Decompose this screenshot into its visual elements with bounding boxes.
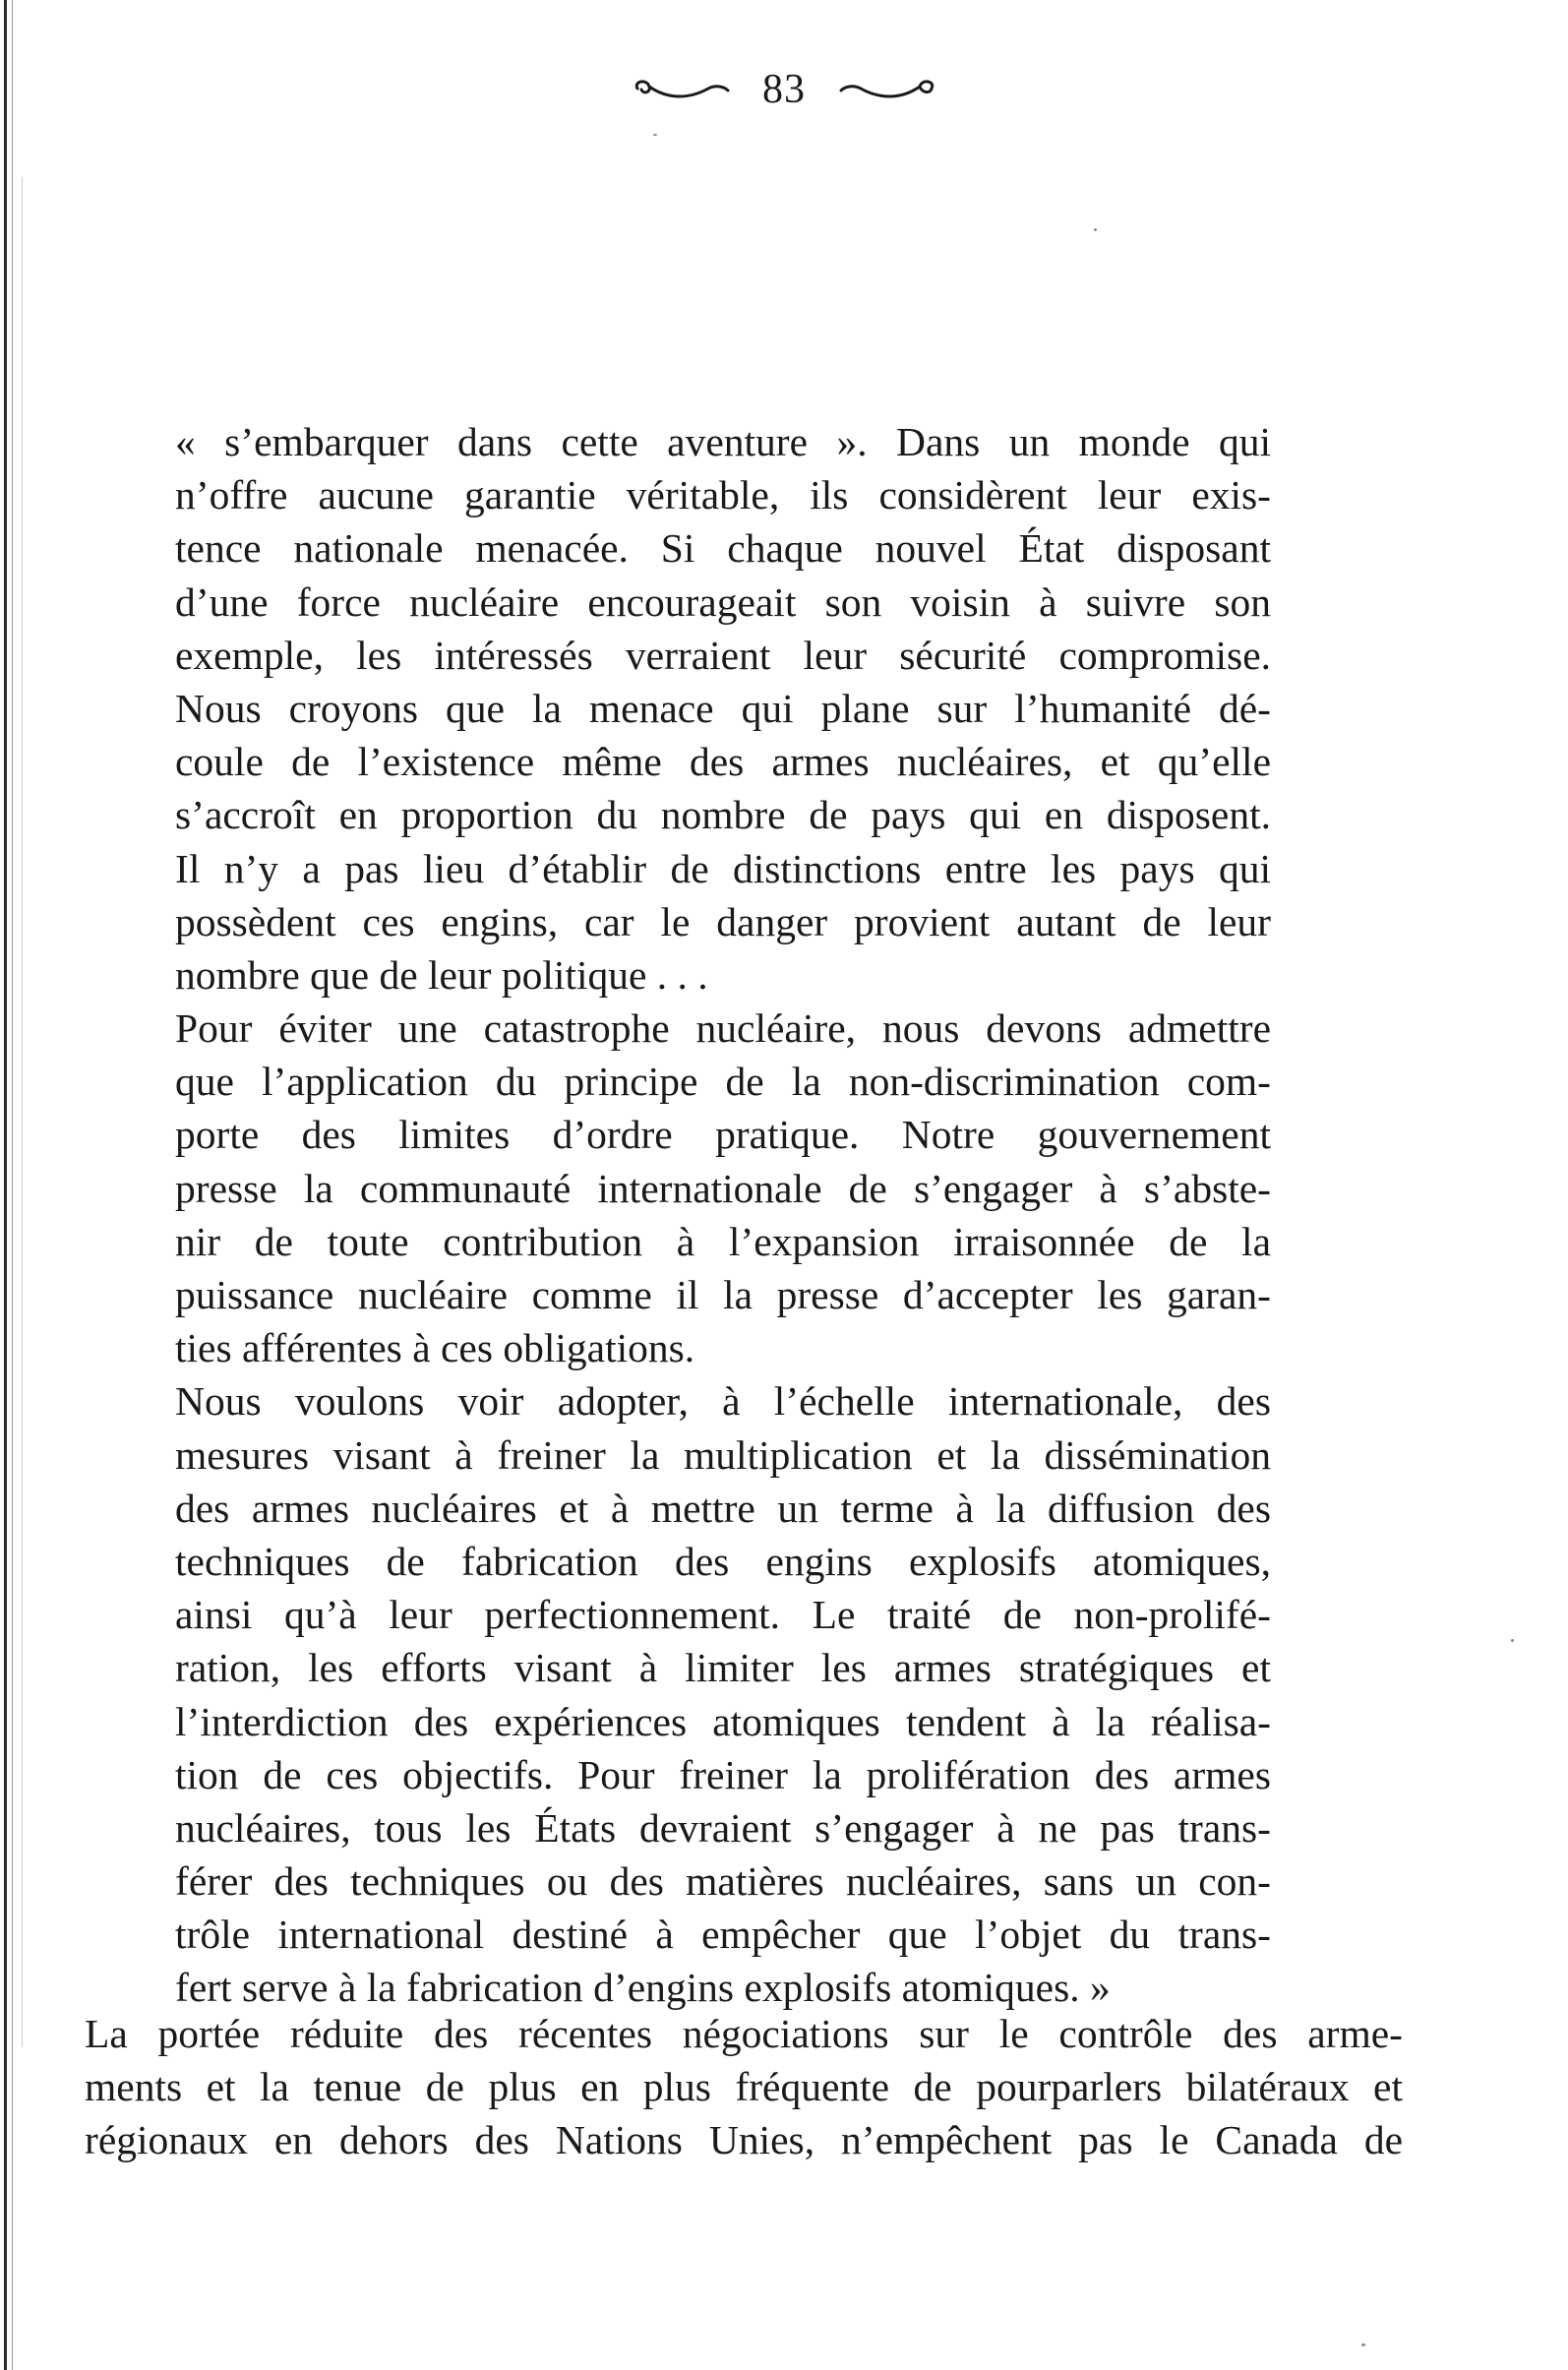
quote-line: que l’application du principe de la non-discrimination com- [175, 1059, 1271, 1105]
quote-line: d’une force nucléaire encourageait son voisin à suivre son [175, 578, 1271, 625]
scan-speck [1094, 228, 1097, 231]
quote-line: l’interdiction des expériences atomiques tendent à la réalisa- [175, 1698, 1271, 1744]
binding-edge [4, 0, 7, 2370]
quote-line: « s’embarquer dans cette aventure ». Dans un monde qui [175, 419, 1271, 464]
quote-line: puissance nucléaire comme il la presse d’accepter les garan- [175, 1272, 1271, 1317]
quote-line: fert serve à la fabrication d’engins explosifs atomiques. » [175, 1965, 1111, 2011]
quote-line: Il n’y a pas lieu d’établir de distinctions entre les pays qui [175, 845, 1271, 891]
quote-line: trôle international destiné à empêcher que l’objet du trans- [175, 1912, 1271, 1958]
quote-line: presse la communauté internationale de s’engager à s’abste- [175, 1165, 1271, 1211]
right-ornament-icon [831, 75, 939, 104]
binding-shadow [22, 177, 23, 2046]
page-header [0, 61, 1568, 115]
body-line: régionaux en dehors des Nations Unies, n’empêchent pas le Canada de [85, 2117, 1403, 2163]
quote-line: n’offre aucune garantie véritable, ils considèrent leur exis- [175, 472, 1271, 518]
body-line: La portée réduite des récentes négociations sur le contrôle des arme- [85, 2011, 1403, 2056]
page-number: 83 [762, 67, 806, 113]
quote-line: des armes nucléaires et à mettre un terme à la diffusion des [175, 1485, 1271, 1531]
quote-line: nucléaires, tous les États devraient s’engager à ne pas trans- [175, 1804, 1271, 1851]
quote-line: tion de ces objectifs. Pour freiner la prolifération des armes [175, 1751, 1271, 1797]
quote-line: possèdent ces engins, car le danger provient autant de leur [175, 898, 1271, 944]
quote-line: ainsi qu’à leur perfectionnement. Le traité de non-prolifé- [175, 1592, 1271, 1638]
quote-line: ties afférentes à ces obligations. [175, 1325, 695, 1371]
body-paragraph [85, 2007, 1403, 2167]
quote-line: s’accroît en proportion du nombre de pays qui en disposent. [175, 792, 1271, 838]
quote-line: férer des techniques ou des matières nucléaires, sans un con- [175, 1858, 1271, 1905]
quote-line: porte des limites d’ordre pratique. Notre gouvernement [175, 1112, 1271, 1158]
quote-line: ration, les efforts visant à limiter les armes stratégiques et [175, 1645, 1271, 1691]
binding-edge-inner [12, 0, 13, 2370]
quoted-passage [175, 415, 1271, 2015]
quote-line: mesures visant à freiner la multiplication et la dissémination [175, 1431, 1271, 1478]
quote-line: techniques de fabrication des engins explosifs atomiques, [175, 1538, 1271, 1584]
scan-speck [1361, 2343, 1365, 2346]
quote-line: exemple, les intéressés verraient leur sécurité compromise. [175, 632, 1271, 678]
scan-speck [1511, 1639, 1514, 1642]
quote-line: nir de toute contribution à l’expansion irraisonnée de la [175, 1218, 1271, 1264]
quote-line: tence nationale menacée. Si chaque nouvel État disposant [175, 525, 1271, 572]
left-ornament-icon [630, 75, 738, 104]
quote-line: Nous croyons que la menace qui plane sur l’humanité dé- [175, 685, 1271, 731]
body-line: ments et la tenue de plus en plus fréquente de pourparlers bilatéraux et [85, 2064, 1403, 2110]
quote-line: coule de l’existence même des armes nucléaires, et qu’elle [175, 739, 1271, 785]
quote-line: Nous voulons voir adopter, à l’échelle internationale, des [175, 1378, 1271, 1425]
scan-speck [653, 134, 657, 136]
quote-line: Pour éviter une catastrophe nucléaire, nous devons admettre [175, 1005, 1271, 1052]
quote-line: nombre que de leur politique . . . [175, 951, 708, 998]
